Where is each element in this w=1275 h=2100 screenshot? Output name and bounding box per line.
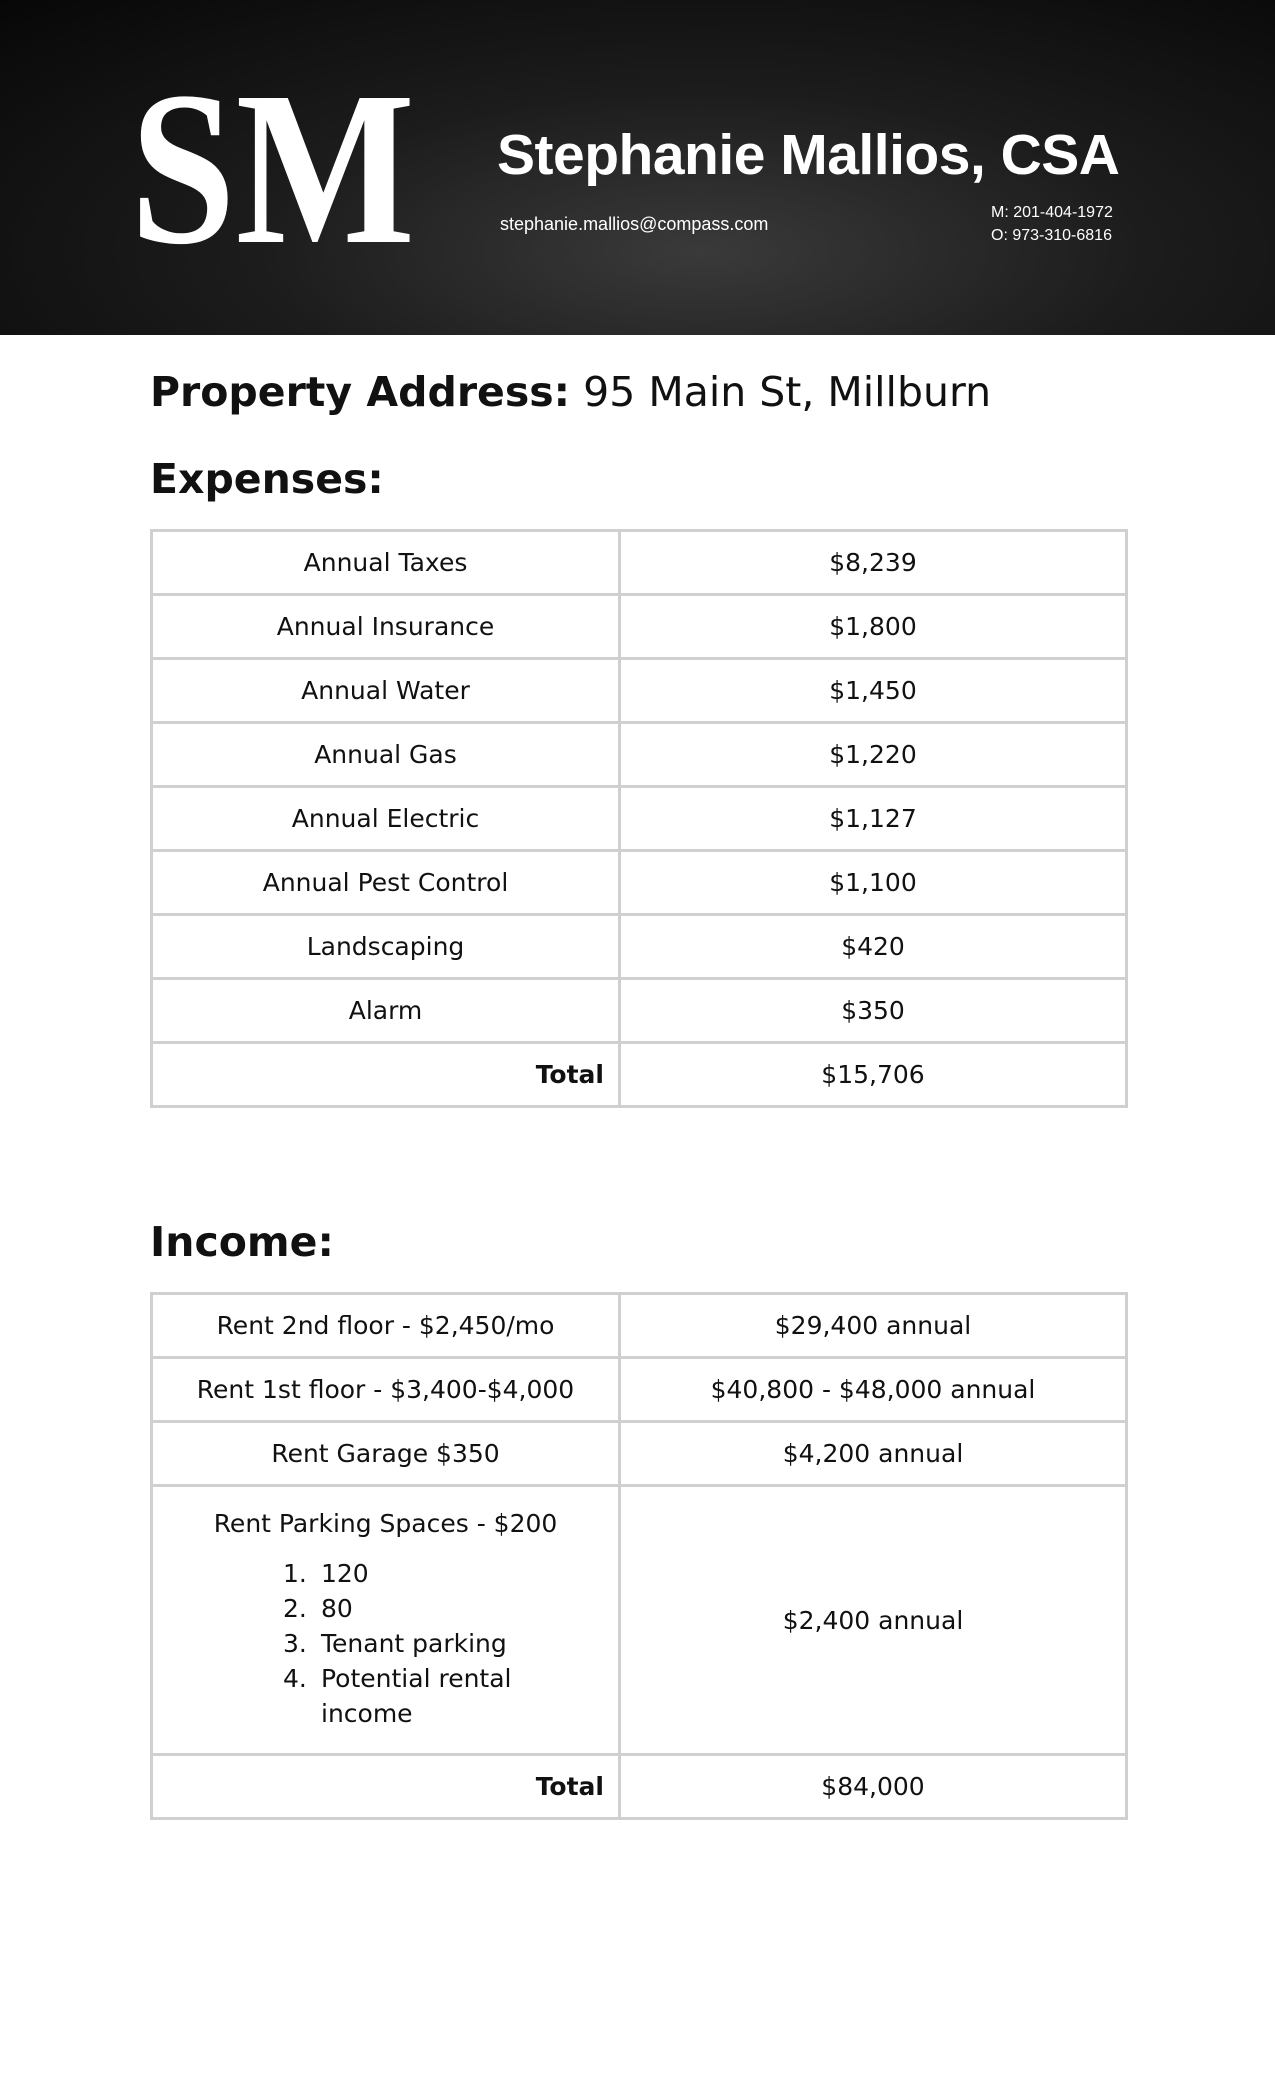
table-row xyxy=(152,787,1127,851)
expense-value: $350 xyxy=(620,979,1127,1043)
expense-total-value: $15,706 xyxy=(620,1043,1127,1107)
table-row xyxy=(152,1043,1127,1107)
table-row xyxy=(152,1755,1127,1819)
list-item: 3. Tenant parking xyxy=(283,1629,507,1658)
logo-monogram: SM xyxy=(130,46,415,290)
parking-value: $2,400 annual xyxy=(620,1486,1127,1755)
agent-email[interactable]: stephanie.mallios@compass.com xyxy=(500,214,769,234)
table-row xyxy=(152,659,1127,723)
sm-logo xyxy=(130,46,420,290)
income-table xyxy=(150,1292,1128,1820)
expenses-table xyxy=(150,529,1128,1108)
expense-value: $8,239 xyxy=(620,531,1127,595)
income-total-label: Total xyxy=(152,1755,620,1819)
expense-label: Annual Insurance xyxy=(152,595,620,659)
agent-phones xyxy=(991,201,1113,247)
expense-label: Annual Water xyxy=(152,659,620,723)
expense-value: $1,800 xyxy=(620,595,1127,659)
expense-value: $1,127 xyxy=(620,787,1127,851)
income-total-value: $84,000 xyxy=(620,1755,1127,1819)
income-label: Rent 2nd floor - $2,450/mo xyxy=(152,1294,620,1358)
expense-label: Landscaping xyxy=(152,915,620,979)
table-row xyxy=(152,1422,1127,1486)
expense-value: $1,220 xyxy=(620,723,1127,787)
table-row xyxy=(152,851,1127,915)
table-row xyxy=(152,595,1127,659)
expense-label: Alarm xyxy=(152,979,620,1043)
expense-value: $1,450 xyxy=(620,659,1127,723)
mobile-phone[interactable]: M: 201-404-1972 xyxy=(991,204,1113,221)
expense-label: Annual Taxes xyxy=(152,531,620,595)
income-label: Rent 1st floor - $3,400-$4,000 xyxy=(152,1358,620,1422)
parking-cell xyxy=(152,1486,620,1755)
header-banner xyxy=(0,0,1275,335)
list-item: 4. Potential rental income xyxy=(283,1664,512,1728)
office-phone[interactable]: O: 973-310-6816 xyxy=(991,227,1112,244)
expenses-heading: Expenses: xyxy=(150,455,384,503)
table-row xyxy=(152,1486,1127,1755)
table-row xyxy=(152,723,1127,787)
list-item: 2. 80 xyxy=(283,1594,353,1623)
table-row xyxy=(152,531,1127,595)
income-value: $29,400 annual xyxy=(620,1294,1127,1358)
income-value: $4,200 annual xyxy=(620,1422,1127,1486)
income-value: $40,800 - $48,000 annual xyxy=(620,1358,1127,1422)
expense-total-label: Total xyxy=(152,1043,620,1107)
table-row xyxy=(152,1294,1127,1358)
agent-name: Stephanie Mallios, CSA xyxy=(497,123,1120,187)
expense-label: Annual Electric xyxy=(152,787,620,851)
expense-value: $420 xyxy=(620,915,1127,979)
income-label: Rent Garage $350 xyxy=(152,1422,620,1486)
list-item: 1. 120 xyxy=(283,1559,369,1588)
property-address-value: 95 Main St, Millburn xyxy=(583,368,992,416)
table-row xyxy=(152,979,1127,1043)
parking-list xyxy=(283,1556,518,1731)
table-row xyxy=(152,1358,1127,1422)
parking-label: Rent Parking Spaces - $200 xyxy=(213,1509,558,1538)
expense-value: $1,100 xyxy=(620,851,1127,915)
income-heading: Income: xyxy=(150,1218,334,1266)
expense-label: Annual Gas xyxy=(152,723,620,787)
property-address xyxy=(150,368,991,416)
expense-label: Annual Pest Control xyxy=(152,851,620,915)
property-address-label: Property Address: xyxy=(150,368,571,416)
table-row xyxy=(152,915,1127,979)
